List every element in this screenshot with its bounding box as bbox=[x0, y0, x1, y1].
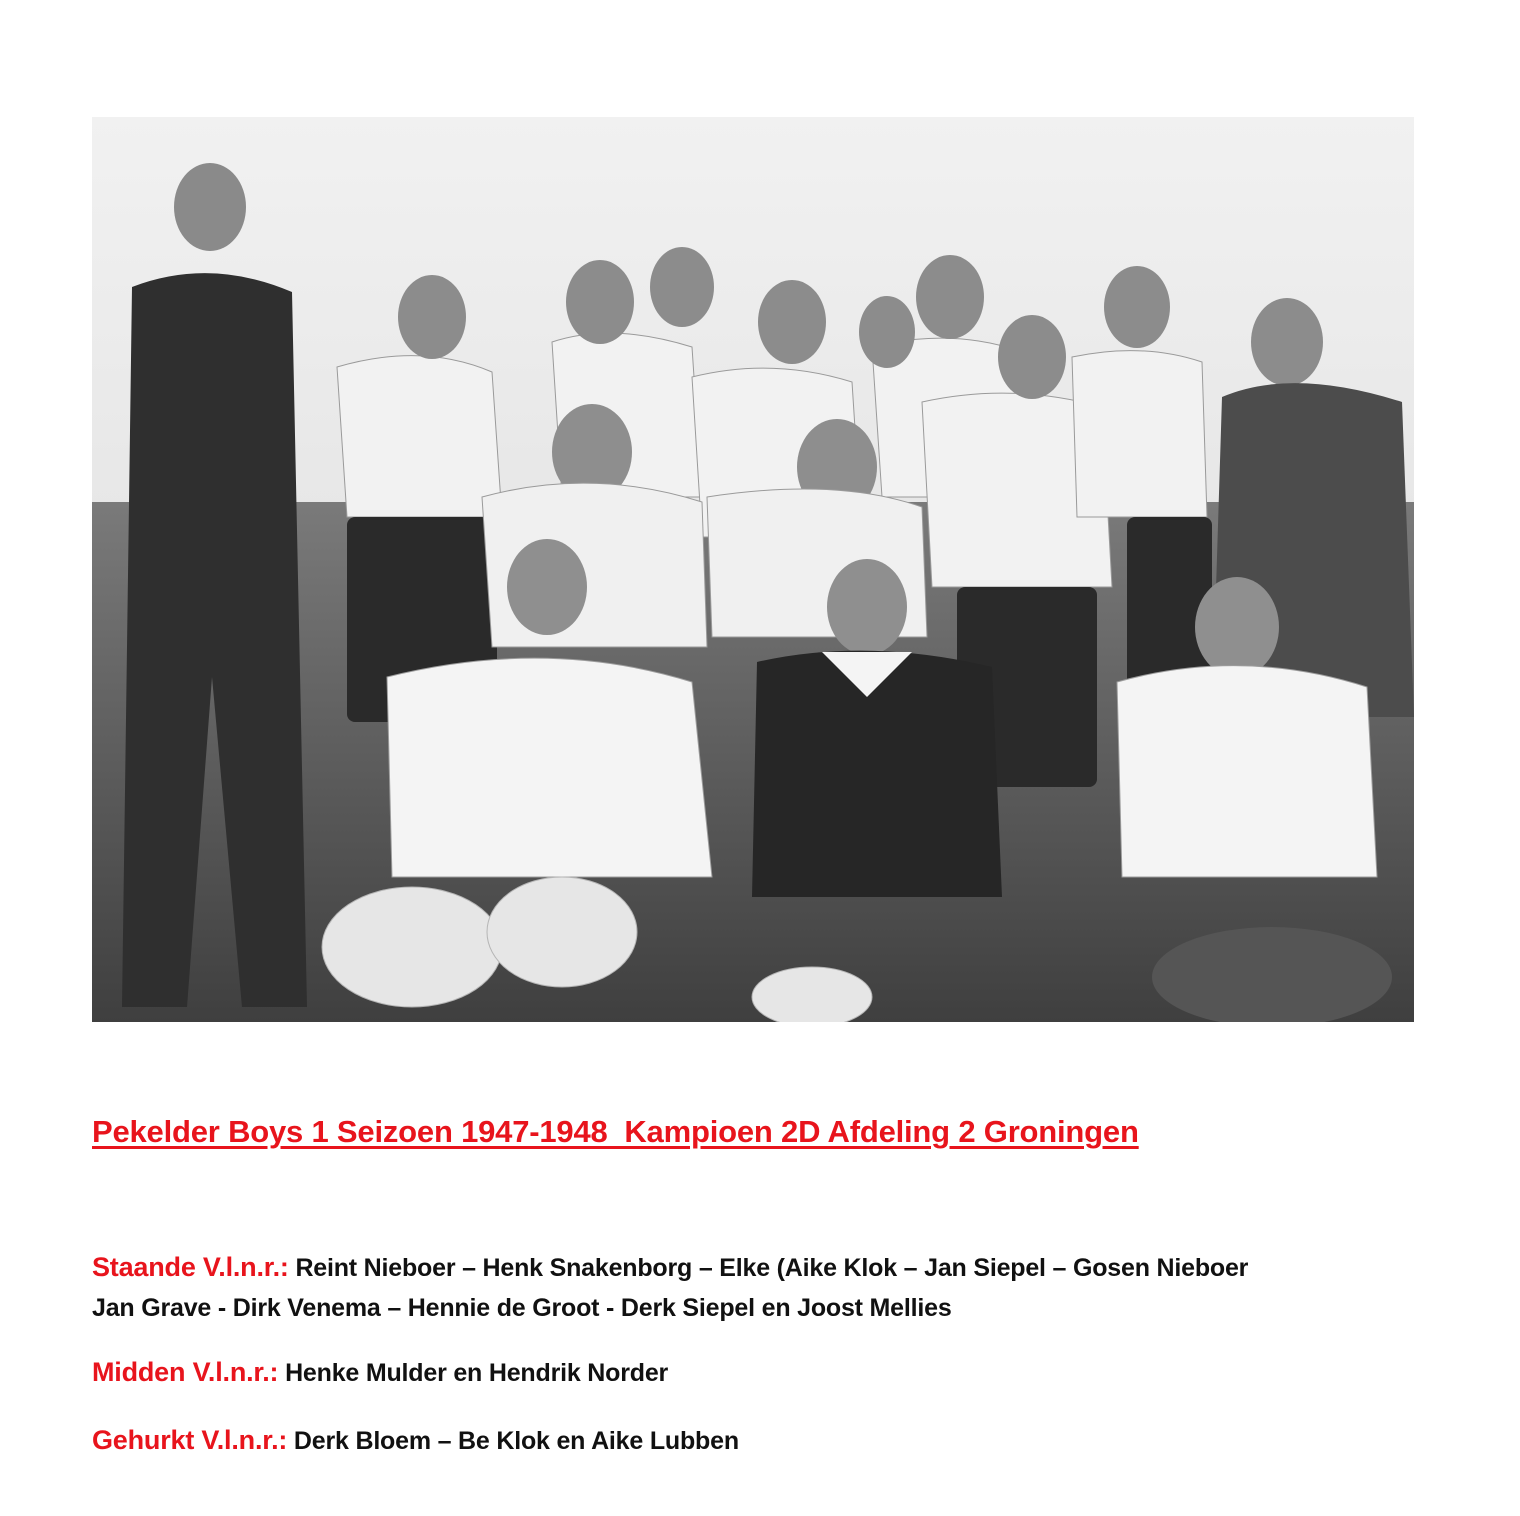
caption-row-middle bbox=[92, 1357, 668, 1388]
row-names-crouched: Derk Bloem – Be Klok en Aike Lubben bbox=[293, 1427, 739, 1455]
row-names-middle: Henke Mulder en Hendrik Norder bbox=[285, 1359, 669, 1387]
row-label-middle: Midden V.l.n.r.: bbox=[92, 1357, 279, 1387]
page-title: Pekelder Boys 1 Seizoen 1947-1948 Kampioen 2D Afdeling 2 Groningen bbox=[92, 1114, 1139, 1149]
caption-row-standing-continued bbox=[92, 1294, 952, 1323]
caption-row-standing bbox=[92, 1252, 1248, 1283]
team-photo bbox=[92, 117, 1414, 1022]
caption-row-crouched bbox=[92, 1425, 739, 1456]
row-names-standing-continued: Jan Grave - Dirk Venema – Hennie de Groot - Derk Siepel en Joost Mellies bbox=[92, 1294, 952, 1322]
row-label-standing: Staande V.l.n.r.: bbox=[92, 1252, 289, 1282]
row-label-crouched: Gehurkt V.l.n.r.: bbox=[92, 1425, 288, 1455]
row-names-standing: Reint Nieboer – Henk Snakenborg – Elke (Aike Klok – Jan Siepel – Gosen Nieboer bbox=[295, 1254, 1249, 1282]
